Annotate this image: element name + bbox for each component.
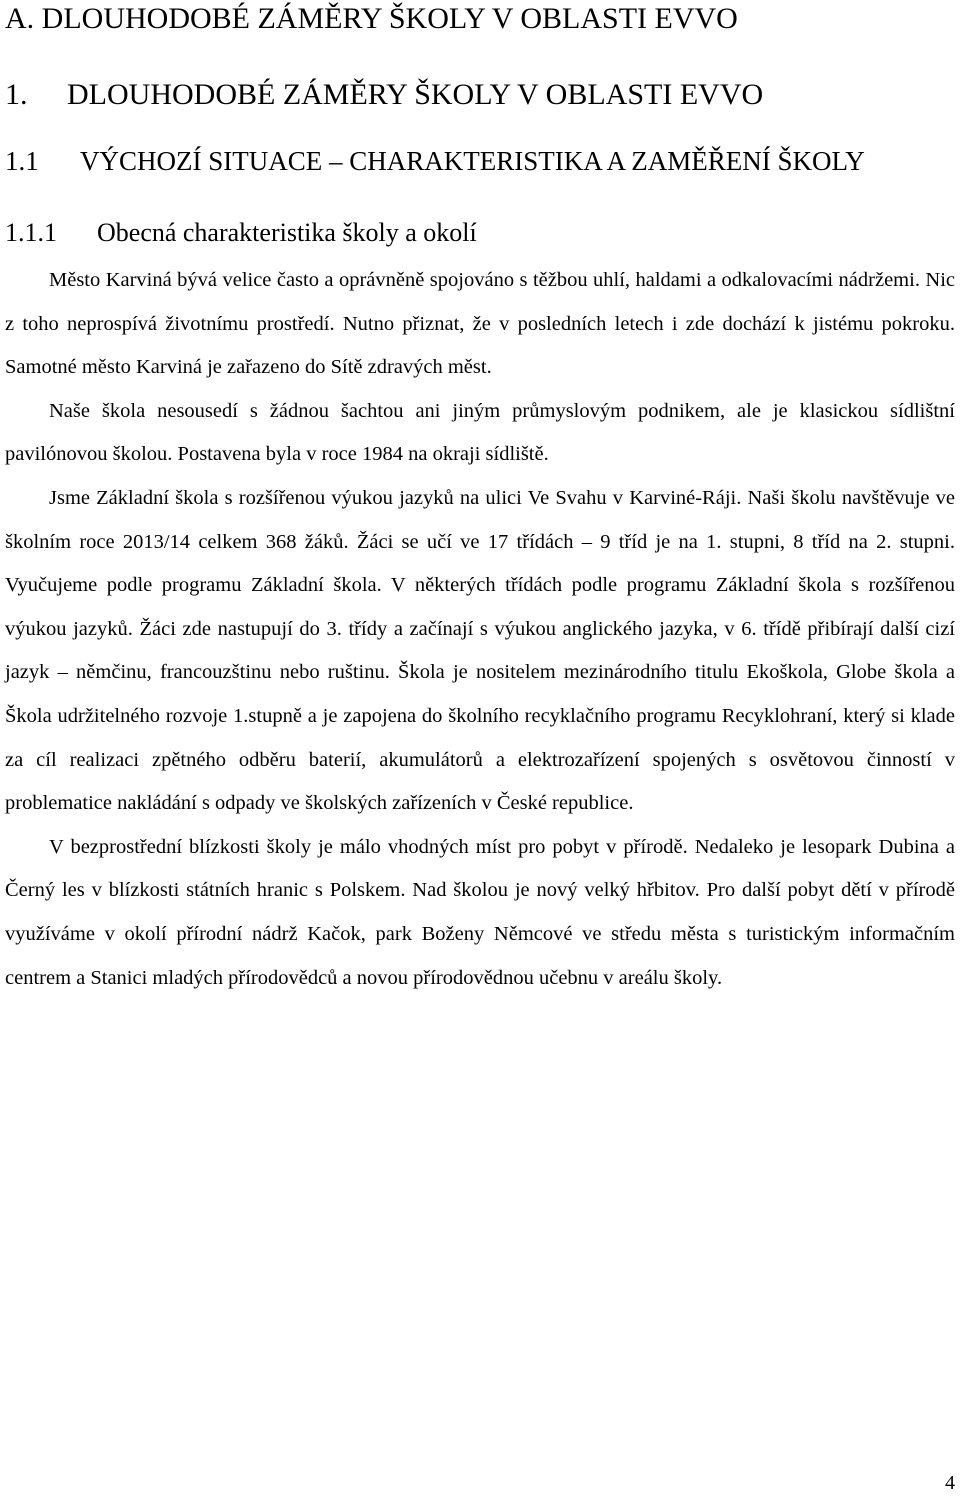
heading-section-1-1-number: 1.1 — [5, 146, 39, 176]
heading-chapter-1-text: DLOUHODOBÉ ZÁMĚRY ŠKOLY V OBLASTI EVVO — [67, 78, 764, 111]
heading-a — [5, 2, 738, 36]
heading-chapter-1-number: 1. — [5, 78, 28, 111]
body-text — [5, 259, 955, 1000]
paragraph-surroundings: V bezprostřední blízkosti školy je málo vhodných míst pro pobyt v přírodě. Nedaleko je lesopark Dubina a Černý les v blízkosti státních hranic s Polskem. Nad školou je nový velký hřbitov. Pro další pobyt dětí v přírodě využíváme v okolí přírodní nádrž Kačok, park Boženy Němcové ve středu města s turistickým informačním centrem a Stanici mladých přírodovědců a novou přírodovědnou učebnu v areálu školy. — [5, 835, 955, 989]
heading-a-text: A. DLOUHODOBÉ ZÁMĚRY ŠKOLY V OBLASTI EVVO — [5, 2, 738, 35]
paragraph-school-location: Naše škola nesousedí s žádnou šachtou ani jiným průmyslovým podnikem, ale je klasickou sídlištní pavilónovou školou. Postavena byla v roce 1984 na okraji sídliště. — [5, 399, 955, 466]
paragraph-school-profile: Jsme Základní škola s rozšířenou výukou jazyků na ulici Ve Svahu v Karviné-Ráji. Naši školu navštěvuje ve školním roce 2013/14 celkem 368 žáků. Žáci se učí ve 17 třídách – 9 tříd je na 1. stupni, 8 tříd na 2. stupni. Vyučujeme podle programu Základní škola. V některých třídách podle programu Základní škola s rozšířenou výukou jazyků. Žáci zde nastupují do 3. třídy a začínají s výukou anglického jazyka, v 6. třídě přibírají další cizí jazyk – němčinu, francouzštinu nebo ruštinu. Škola je nositelem mezinárodního titulu Ekoškola, Globe škola a Škola udržitelného rozvoje 1.stupně a je zapojena do školního recyklačního programu Recyklohraní, který si klade za cíl realizaci zpětného odběru baterií, akumulátorů a elektrozařízení spojených s osvětovou činností v problematice nakládání s odpady ve školských zařízeních v České republice. — [5, 486, 955, 815]
heading-section-1-1 — [5, 146, 865, 177]
heading-chapter-1 — [5, 78, 763, 112]
page-number: 4 — [945, 1472, 955, 1494]
heading-subsection-1-1-1 — [5, 218, 477, 248]
heading-subsection-1-1-1-text: Obecná charakteristika školy a okolí — [97, 218, 477, 247]
heading-section-1-1-text: VÝCHOZÍ SITUACE – CHARAKTERISTIKA A ZAMĚŘENÍ ŠKOLY — [80, 146, 865, 176]
paragraph-city: Město Karviná bývá velice často a oprávněně spojováno s těžbou uhlí, haldami a odkalovacími nádržemi. Nic z toho neprospívá životnímu prostředí. Nutno přiznat, že v posledních letech i zde dochází k jistému pokroku. Samotné město Karviná je zařazeno do Sítě zdravých měst. — [5, 269, 955, 379]
heading-subsection-1-1-1-number: 1.1.1 — [5, 218, 57, 247]
